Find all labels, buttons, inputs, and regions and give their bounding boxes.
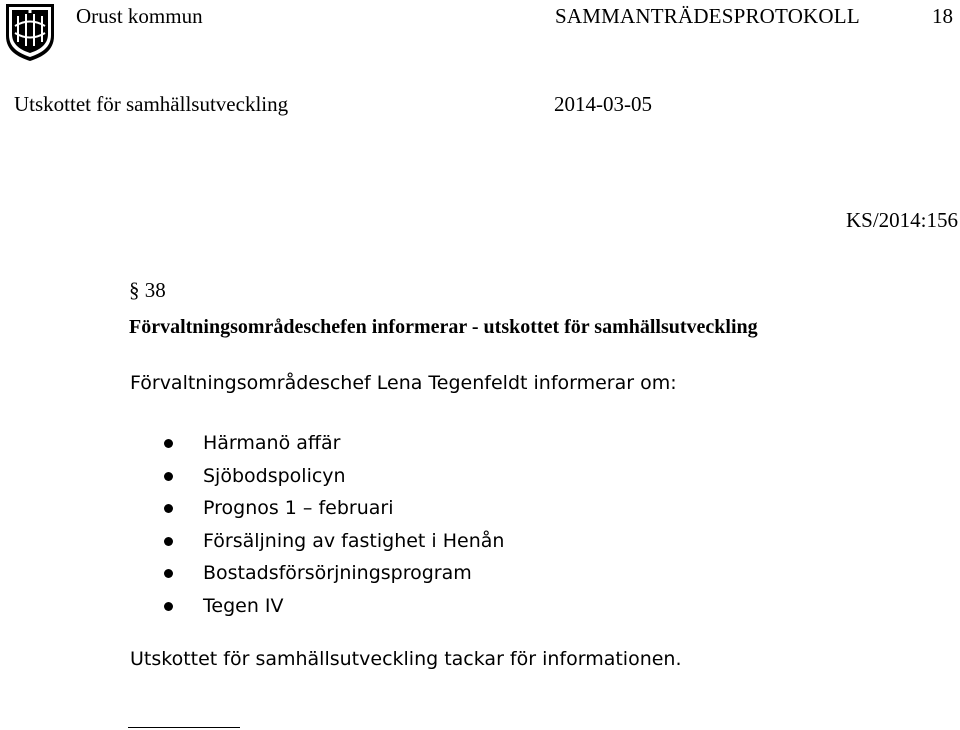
bullet-icon — [164, 537, 173, 546]
topic-text: Sjöbodspolicyn — [203, 464, 346, 487]
bullet-icon — [164, 439, 173, 448]
signature-line — [128, 727, 240, 728]
bullet-icon — [164, 504, 173, 513]
case-number: KS/2014:156 — [845, 208, 958, 232]
municipality-name: Orust kommun — [76, 4, 203, 28]
topic-text: Härmanö affär — [203, 432, 341, 454]
page-number: 18 — [932, 4, 953, 28]
topic-text: Tegen IV — [203, 594, 284, 617]
bullet-icon — [164, 569, 173, 578]
committee-name: Utskottet för samhällsutveckling — [14, 92, 289, 116]
closing-text: Utskottet för samhällsutveckling tackar för informationen. — [130, 648, 682, 670]
topic-text: Försäljning av fastighet i Henån — [203, 529, 505, 552]
topic-text: Prognos 1 – februari — [203, 497, 394, 519]
item-title: Förvaltningsområdeschefen informerar - utskottet för samhällsutveckling — [129, 316, 758, 338]
paragraph-number: § 38 — [129, 278, 166, 302]
municipal-coat-of-arms-icon — [4, 2, 56, 62]
bullet-icon — [164, 602, 173, 611]
topic-text: Bostadsförsörjningsprogram — [203, 562, 472, 584]
bullet-icon — [164, 472, 173, 481]
intro-text: Förvaltningsområdeschef Lena Tegenfeldt informerar om: — [130, 372, 677, 394]
document-type: SAMMANTRÄDESPROTOKOLL — [555, 4, 860, 28]
meeting-date: 2014-03-05 — [554, 92, 652, 116]
